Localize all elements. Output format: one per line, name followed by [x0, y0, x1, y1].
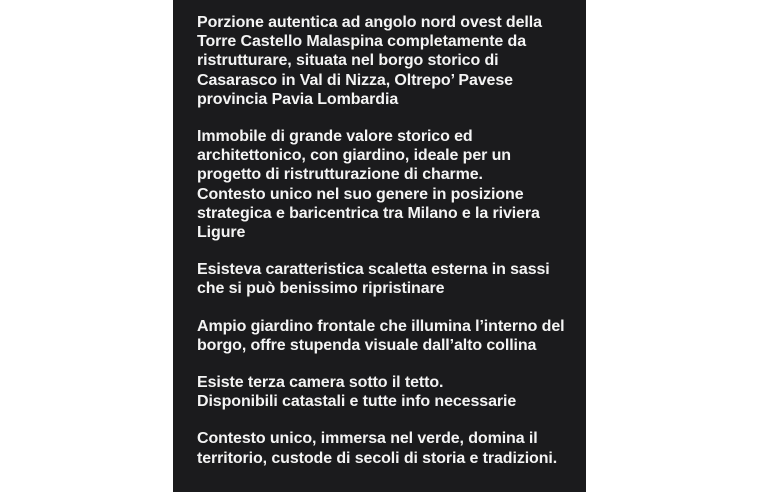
- description-line: progetto di ristrutturazione di charme.: [197, 166, 483, 184]
- description-line: Torre Castello Malaspina completamente da: [197, 33, 527, 51]
- description-line: Ampio giardino frontale che illumina l’interno del: [197, 317, 565, 335]
- description-line: Ligure: [197, 224, 246, 242]
- description-line: Porzione autentica ad angolo nord ovest della: [197, 14, 542, 31]
- description-line: provincia Pavia Lombardia: [197, 90, 399, 108]
- description-paragraph: [197, 127, 560, 242]
- description-paragraph: [197, 317, 565, 355]
- description-line: architettonico, con giardino, ideale per un: [197, 147, 511, 165]
- description-paragraph: [197, 373, 560, 411]
- description-paragraph: [197, 260, 560, 298]
- description-line: ristrutturare, situata nel borgo storico di: [197, 52, 499, 70]
- description-line: Contesto unico, immersa nel verde, domina il: [197, 430, 538, 448]
- description-paragraph: [197, 13, 560, 109]
- listing-description-panel: [173, 0, 586, 492]
- description-line: Immobile di grande valore storico ed: [197, 128, 473, 146]
- description-line: Casarasco in Val di Nizza, Oltrepo’ Pavese: [197, 71, 513, 89]
- description-line: Contesto unico nel suo genere in posizione: [197, 185, 524, 203]
- description-line: territorio, custode di secoli di storia e tradizioni.: [197, 449, 558, 467]
- description-line: Disponibili catastali e tutte info necessarie: [197, 393, 517, 411]
- description-line: che si può benissimo ripristinare: [197, 280, 445, 298]
- description-line: strategica e baricentrica tra Milano e la riviera: [197, 204, 540, 222]
- description-line: Esisteva caratteristica scaletta esterna in sassi: [197, 261, 550, 279]
- description-line: borgo, offre stupenda visuale dall’alto collina: [197, 336, 537, 354]
- description-paragraph: [197, 429, 560, 467]
- description-line: Esiste terza camera sotto il tetto.: [197, 374, 444, 392]
